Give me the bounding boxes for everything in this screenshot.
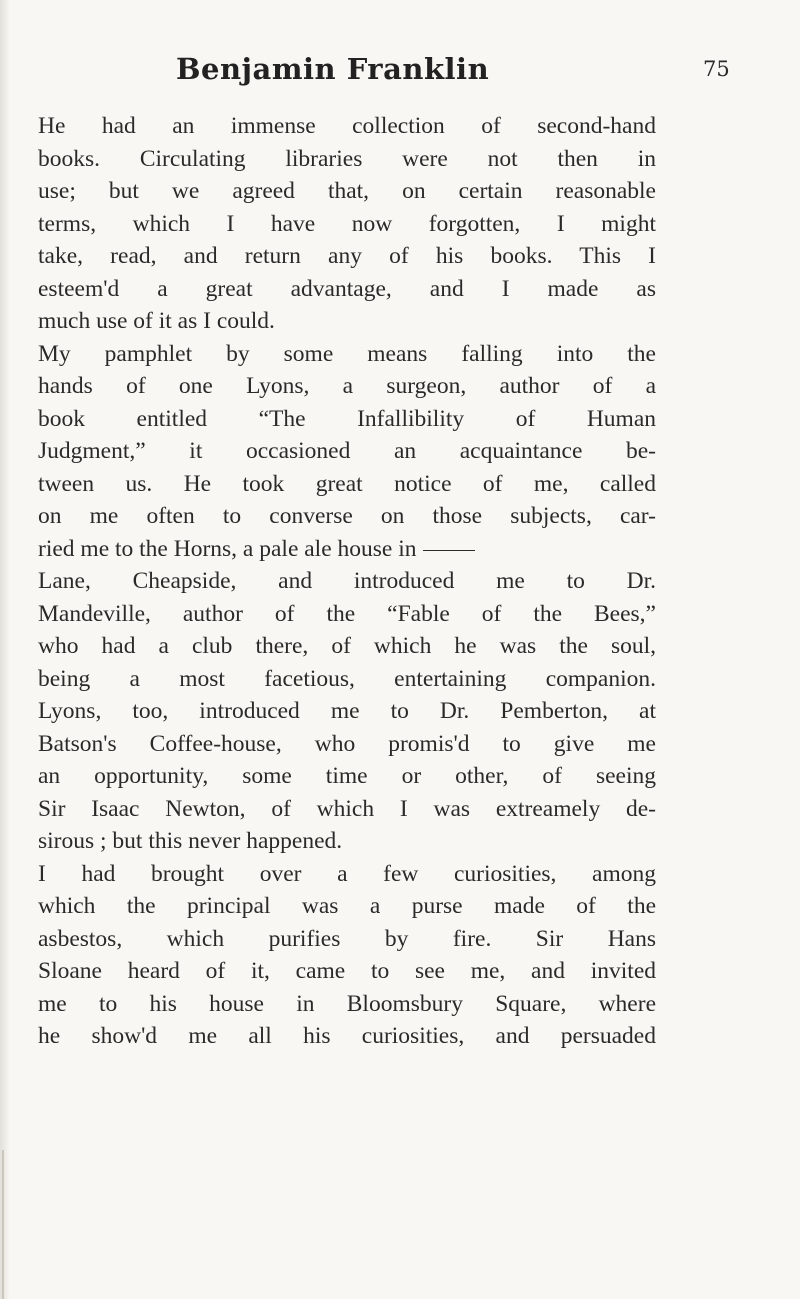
text-line: book entitled “The Infallibility of Human xyxy=(38,405,656,432)
text-line: he show'd me all his curiosities, and persuaded xyxy=(38,1023,656,1049)
text-line: hands of one Lyons, a surgeon, author of a xyxy=(38,373,656,399)
text-line: Sir Isaac Newton, of which I was extreamely de- xyxy=(38,795,656,822)
running-title: Benjamin Franklin xyxy=(176,52,490,86)
text-line: take, read, and return any of his books. This I xyxy=(38,243,656,269)
text-line: He had an immense collection of second-hand xyxy=(38,113,656,139)
page-edge-mark xyxy=(2,1150,4,1299)
text-line: tween us. He took great notice of me, called xyxy=(38,470,656,497)
text-line-with-dash xyxy=(38,533,656,566)
text-line: use; but we agreed that, on certain reasonable xyxy=(38,178,656,204)
text-line: Sloane heard of it, came to see me, and invited xyxy=(38,958,656,984)
page-number: 75 xyxy=(703,57,730,81)
body-text xyxy=(38,110,656,1053)
text-line: Batson's Coffee-house, who promis'd to give me xyxy=(38,730,656,757)
text-line: being a most facetious, entertaining companion. xyxy=(38,665,656,692)
em-dash-rule xyxy=(423,550,475,551)
text-line: terms, which I have now forgotten, I might xyxy=(38,210,656,237)
text-line: Mandeville, author of the “Fable of the Bees,” xyxy=(38,600,656,627)
text-line: which the principal was a purse made of the xyxy=(38,893,656,919)
text-line: My pamphlet by some means falling into the xyxy=(38,340,656,367)
text-line: on me often to converse on those subjects, car- xyxy=(38,503,656,529)
text-line: I had brought over a few curiosities, among xyxy=(38,860,656,887)
text-line: ried me to the Horns, a pale ale house in xyxy=(38,535,417,562)
text-line: esteem'd a great advantage, and I made as xyxy=(38,275,656,302)
gutter-shadow xyxy=(0,0,10,1299)
text-line: me to his house in Bloomsbury Square, where xyxy=(38,990,656,1017)
page-header xyxy=(0,52,800,92)
text-line: Judgment,” it occasioned an acquaintance be- xyxy=(38,438,656,464)
text-line: asbestos, which purifies by fire. Sir Hans xyxy=(38,925,656,952)
text-line: much use of it as I could. xyxy=(38,308,275,334)
text-line: books. Circulating libraries were not then in xyxy=(38,145,656,172)
text-line: sirous ; but this never happened. xyxy=(38,828,343,854)
text-line: an opportunity, some time or other, of seeing xyxy=(38,763,656,789)
text-line: who had a club there, of which he was the soul, xyxy=(38,633,656,659)
text-line: Lyons, too, introduced me to Dr. Pemberton, at xyxy=(38,698,656,724)
text-line: Lane, Cheapside, and introduced me to Dr. xyxy=(38,568,656,594)
